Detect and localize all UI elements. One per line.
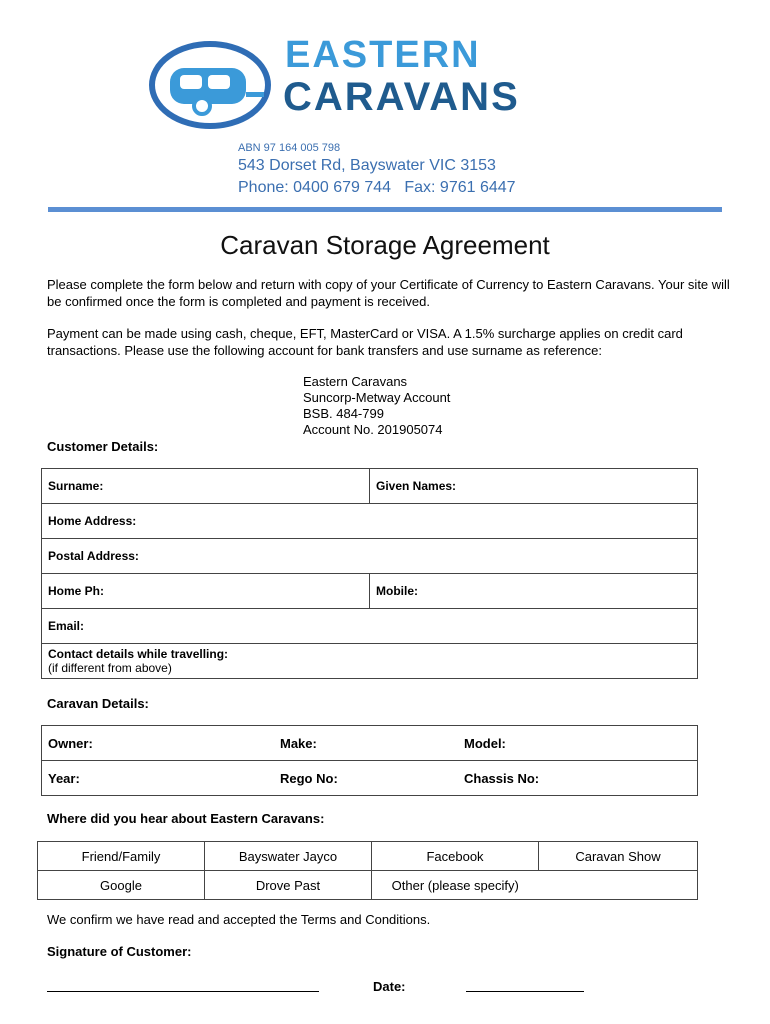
bank-account-number: Account No. 201905074 [303, 422, 443, 437]
option-other[interactable]: Other (please specify) [372, 871, 539, 900]
address-text: 543 Dorset Rd, Bayswater VIC 3153 [238, 157, 496, 174]
email-label: Email: [48, 619, 85, 633]
page-title: Caravan Storage Agreement [220, 230, 550, 260]
owner-label: Owner: [48, 735, 93, 751]
bank-bsb: BSB. 484-799 [303, 406, 384, 421]
travel-contact-label: Contact details while travelling: [48, 647, 229, 661]
option-drove-past[interactable]: Drove Past [205, 871, 372, 900]
date-line[interactable] [466, 977, 584, 992]
given-names-label: Given Names: [376, 479, 457, 493]
signature-label: Signature of Customer: [47, 944, 192, 959]
header-divider [48, 207, 722, 212]
customer-details-heading: Customer Details: [47, 439, 159, 454]
mobile-field[interactable] [370, 574, 698, 609]
make-field[interactable] [274, 726, 458, 761]
referral-heading: Where did you hear about Eastern Caravans: [47, 811, 325, 826]
caravan-details-table [41, 725, 698, 796]
brand-line-eastern: EASTERN [285, 34, 481, 76]
option-facebook[interactable]: Facebook [372, 842, 539, 871]
model-field[interactable] [458, 726, 698, 761]
caravan-details-heading: Caravan Details: [47, 696, 149, 711]
terms-confirmation: We confirm we have read and accepted the Terms and Conditions. [47, 912, 431, 927]
travel-contact-note: (if different from above) [48, 661, 172, 675]
bank-account: Suncorp-Metway Account [303, 390, 451, 405]
home-address-label: Home Address: [48, 514, 137, 528]
option-friend-family[interactable]: Friend/Family [38, 842, 205, 871]
signature-line[interactable] [47, 977, 319, 992]
year-label: Year: [48, 770, 80, 786]
home-phone-label: Home Ph: [48, 584, 105, 598]
option-other-specify[interactable] [539, 871, 698, 900]
owner-field[interactable] [42, 726, 275, 761]
mobile-label: Mobile: [376, 584, 418, 598]
bank-account-block [303, 374, 450, 438]
model-label: Model: [464, 735, 506, 751]
customer-details-table [41, 468, 698, 679]
email-field[interactable] [42, 609, 698, 644]
brand-line-caravans: CARAVANS [283, 75, 520, 119]
home-phone-field[interactable] [42, 574, 370, 609]
given-names-field[interactable] [370, 469, 698, 504]
rego-field[interactable] [274, 761, 458, 796]
postal-address-field[interactable] [42, 539, 698, 574]
year-field[interactable] [42, 761, 275, 796]
home-address-field[interactable] [42, 504, 698, 539]
surname-field[interactable] [42, 469, 370, 504]
rego-label: Rego No: [280, 770, 338, 786]
make-label: Make: [280, 735, 317, 751]
referral-options-table [37, 841, 698, 900]
abn-text: ABN 97 164 005 798 [238, 142, 341, 154]
option-bayswater-jayco[interactable]: Bayswater Jayco [205, 842, 372, 871]
surname-label: Surname: [48, 479, 104, 493]
postal-address-label: Postal Address: [48, 549, 139, 563]
travel-contact-field[interactable] [42, 644, 698, 679]
date-label: Date: [373, 979, 406, 994]
option-google[interactable]: Google [38, 871, 205, 900]
option-caravan-show[interactable]: Caravan Show [539, 842, 698, 871]
bank-name: Eastern Caravans [303, 374, 408, 389]
caravan-logo-icon [148, 40, 272, 130]
chassis-label: Chassis No: [464, 770, 540, 786]
chassis-field[interactable] [458, 761, 698, 796]
phone-fax-text: Phone: 0400 679 744 Fax: 9761 6447 [238, 179, 516, 196]
intro-paragraph-2: Payment can be made using cash, cheque, EFT, MasterCard or VISA. A 1.5% surcharge applies on credit card transactions. Please use the following account for bank transfers and use surname as reference: [47, 326, 683, 358]
intro-paragraph-1: Please complete the form below and return with copy of your Certificate of Currency to Eastern Caravans. Your site will be confirmed once the form is completed and payment is received. [47, 277, 730, 309]
